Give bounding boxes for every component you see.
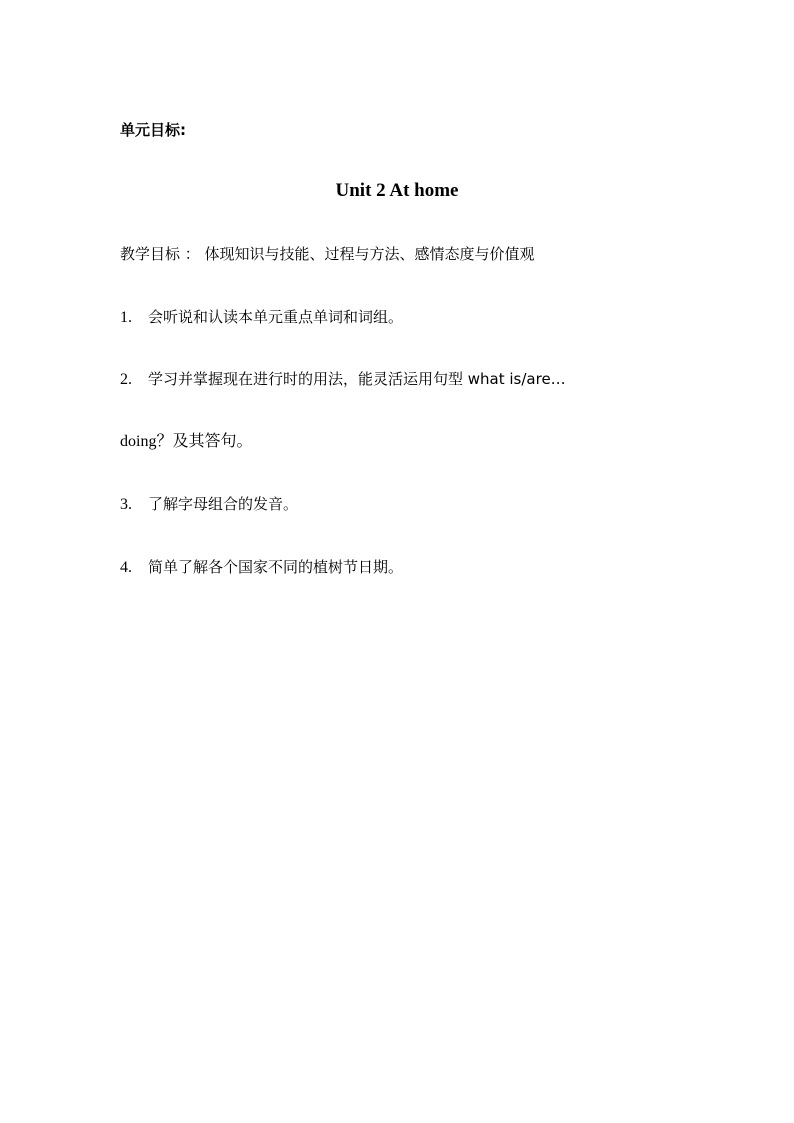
item-text: 了解字母组合的发音。	[148, 495, 299, 513]
item-text: 简单了解各个国家不同的植树节日期。	[148, 558, 404, 576]
objective-item-2-continuation: doing？及其答句。	[120, 433, 253, 450]
section-heading: 单元目标:	[120, 121, 186, 139]
item-number: 1.	[120, 309, 132, 326]
item-text: 学习并掌握现在进行时的用法，能灵活运用句型 what is/are…	[148, 370, 566, 388]
document-title: Unit 2 At home	[335, 180, 459, 201]
objective-item-2	[120, 369, 566, 390]
item-number: 3.	[120, 496, 132, 513]
item-number: 2.	[120, 371, 132, 388]
objective-item-4	[120, 557, 403, 578]
item-text: 会听说和认读本单元重点单词和词组。	[148, 308, 404, 326]
objective-item-3	[120, 494, 298, 515]
item-number: 4.	[120, 559, 132, 576]
objective-item-1	[120, 307, 403, 328]
teaching-objectives-line: 教学目标 ： 体现知识与技能、过程与方法、感情态度与价值观	[120, 245, 535, 263]
